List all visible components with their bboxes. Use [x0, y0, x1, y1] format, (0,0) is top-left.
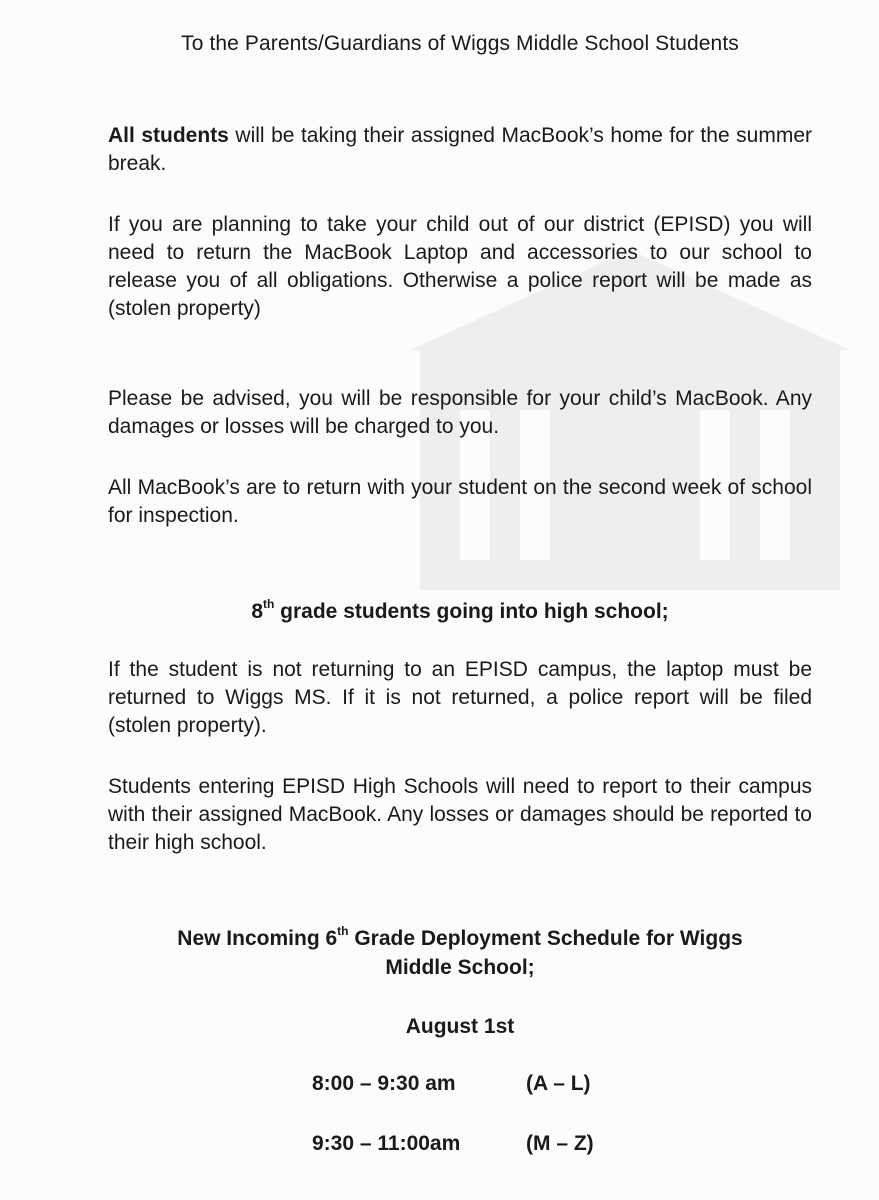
heading-6th-line1	[108, 924, 812, 953]
heading-6th-rest: Grade Deployment Schedule for Wiggs	[348, 927, 743, 950]
schedule-range: (M – Z)	[526, 1132, 594, 1155]
paragraph-inspection: All MacBook’s are to return with your student on the second week of school for inspection.	[108, 476, 812, 527]
schedule-date: August 1st	[405, 1015, 515, 1038]
schedule-row	[312, 1132, 632, 1162]
heading-6th-superscript: th	[337, 924, 349, 938]
heading-6th-pre: New Incoming 6	[177, 927, 338, 950]
heading-8th-text: grade students going into high school;	[274, 600, 669, 623]
paragraph-high-schools: Students entering EPISD High Schools will need to report to their campus with their assigned MacBook. Any losses or damages should be reported to their high school.	[108, 775, 812, 854]
heading-6th-grade-schedule	[108, 924, 812, 982]
heading-8th-grade	[108, 597, 812, 626]
paragraph-not-returning: If the student is not returning to an EPISD campus, the laptop must be returned to Wiggs MS. If it is not returned, a police report will be filed (stolen property).	[108, 658, 812, 737]
schedule-time: 8:00 – 9:30 am	[312, 1072, 456, 1095]
heading-8th-number: 8	[251, 600, 264, 623]
schedule-time: 9:30 – 11:00am	[312, 1132, 461, 1155]
letter-header: To the Parents/Guardians of Wiggs Middle School Students	[181, 32, 739, 55]
emphasis-all-students: All students	[108, 124, 229, 147]
paragraph-responsibility: Please be advised, you will be responsible for your child’s MacBook. Any damages or losses will be charged to you.	[108, 387, 812, 438]
schedule-row	[312, 1072, 632, 1102]
paragraph-summer-break-text: will be taking their assigned MacBook’s home for the summer break.	[108, 124, 812, 175]
paragraph-summer-break	[108, 122, 812, 178]
heading-6th-line2: Middle School;	[385, 956, 535, 979]
heading-8th-superscript: th	[263, 597, 275, 611]
schedule-range: (A – L)	[526, 1072, 591, 1095]
paragraph-leaving-district: If you are planning to take your child out of our district (EPISD) you will need to return the MacBook Laptop and accessories to our school to release you of all obligations. Otherwise a police report will be made as (stolen property)	[108, 213, 812, 320]
